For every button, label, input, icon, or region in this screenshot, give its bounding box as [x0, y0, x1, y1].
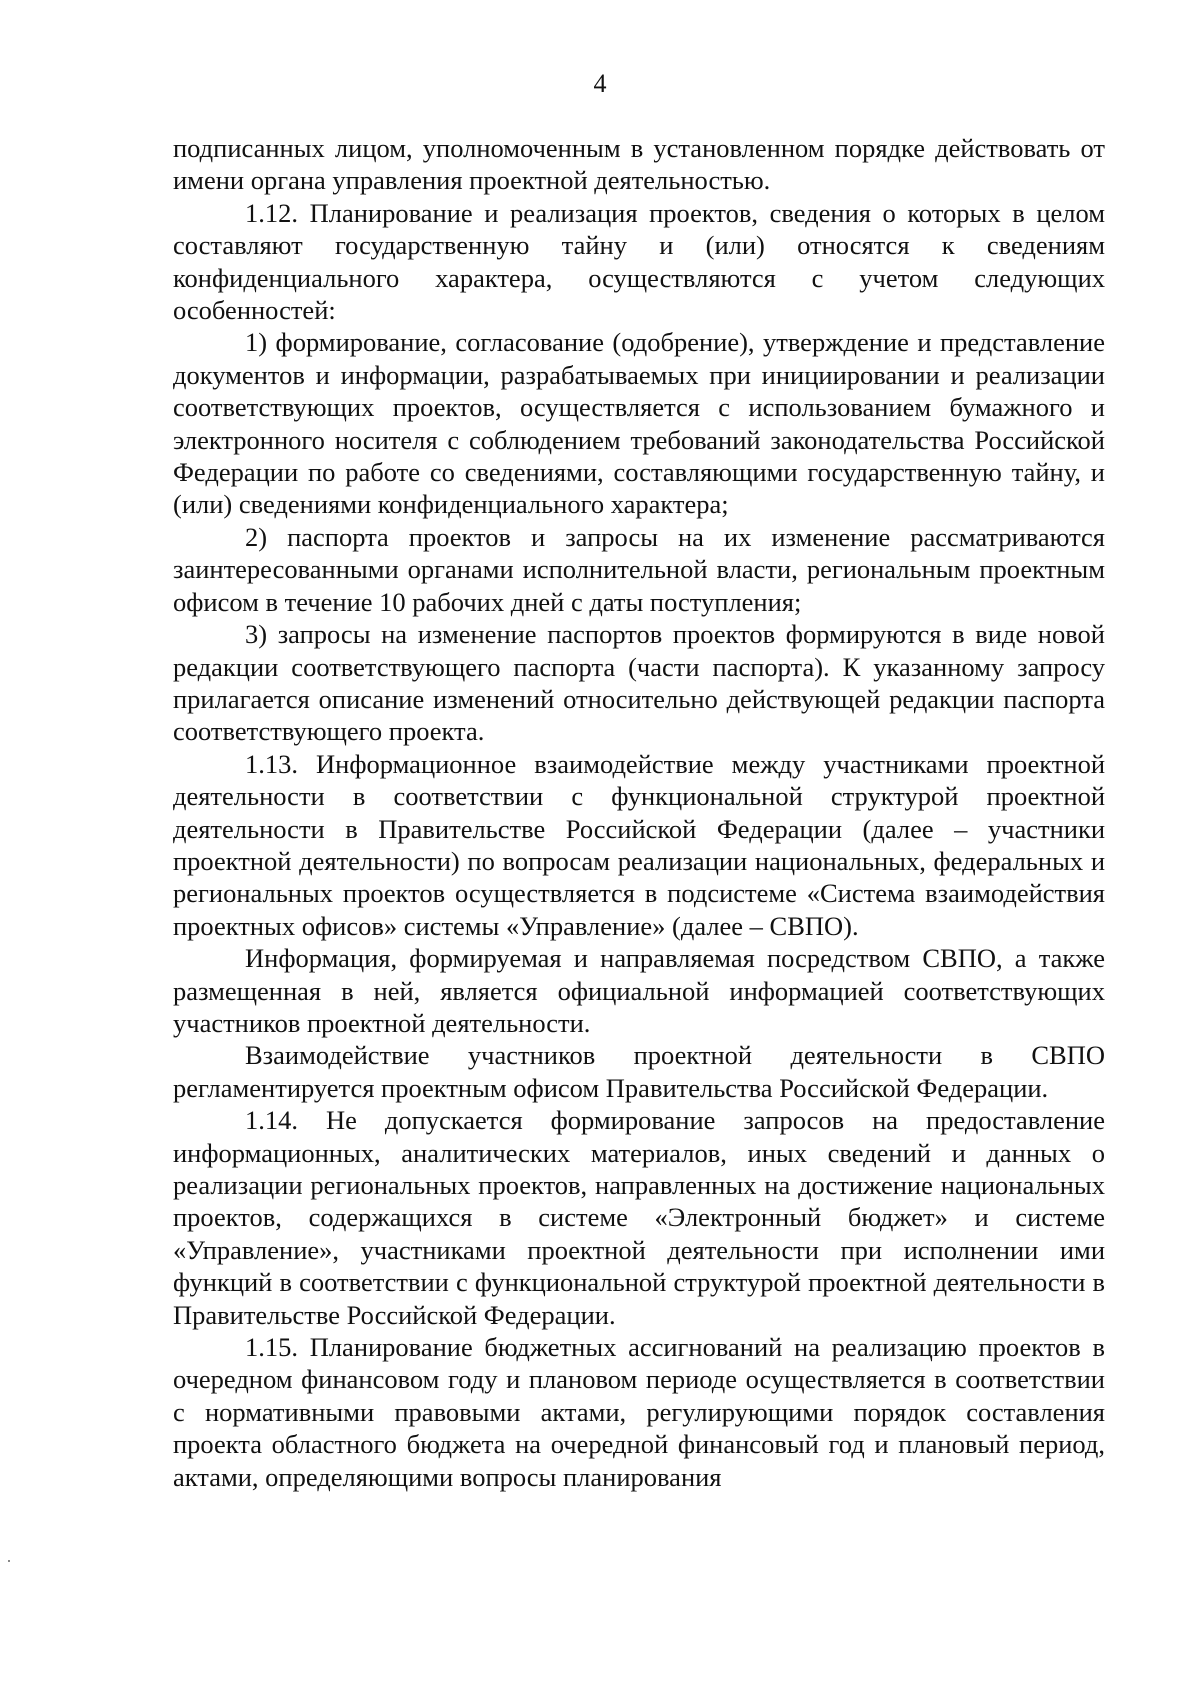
paragraph-continuation: подписанных лицом, уполномоченным в установленном порядке действовать от имени органа управления проектной деятельностью. [173, 133, 1105, 196]
paragraph-1-14: 1.14. Не допускается формирование запросов на предоставление информационных, аналитических материалов, иных сведений и данных о реализации региональных проектов, направленных на достижение национальных проектов, содержащихся в системе «Электронный бюджет» и системе «Управление», участниками проектной деятельности при исполнении ими функций в соответствии с функциональной структурой проектной деятельности в Правительстве Российской Федерации. [173, 1105, 1105, 1330]
paragraph-svpo-regulation: Взаимодействие участников проектной деятельности в СВПО регламентируется проектным офисом Правительства Российской Федерации. [173, 1040, 1105, 1103]
paragraph-item-2: 2) паспорта проектов и запросы на их изменение рассматриваются заинтересованными органами исполнительной власти, региональным проектным офисом в течение 10 рабочих дней с даты поступления; [173, 521, 1105, 617]
document-body [173, 132, 1105, 1493]
paragraph-svpo-information: Информация, формируемая и направляемая посредством СВПО, а также размещенная в ней, является официальной информацией соответствующих участников проектной деятельности. [173, 943, 1105, 1038]
paragraph-1-13: 1.13. Информационное взаимодействие между участниками проектной деятельности в соответствии с функциональной структурой проектной деятельности в Правительстве Российской Федерации (далее – участники проектной деятельности) по вопросам реализации национальных, федеральных и региональных проектов осуществляется в подсистеме «Система взаимодействия проектных офисов» системы «Управление» (далее – СВПО). [173, 748, 1105, 941]
paragraph-1-15: 1.15. Планирование бюджетных ассигнований на реализацию проектов в очередном финансовом году и плановом периоде осуществляется в соответствии с нормативными правовыми актами, регулирующими порядок составления проекта областного бюджета на очередной финансовый год и плановый период, актами, определяющими вопросы планирования [173, 1332, 1105, 1492]
paragraph-item-3: 3) запросы на изменение паспортов проектов формируются в виде новой редакции соответствующего паспорта (части паспорта). К указанному запросу прилагается описание изменений относительно действующей редакции паспорта соответствующего проекта. [173, 619, 1105, 747]
paragraph-item-1: 1) формирование, согласование (одобрение), утверждение и представление документов и информации, разрабатываемых при инициировании и реализации соответствующих проектов, осуществляется с использованием бумажного и электронного носителя с соблюдением требований законодательства Российской Федерации по работе со сведениями, составляющими государственную тайну, и (или) сведениями конфиденциального характера; [173, 327, 1105, 520]
scan-artifact [8, 1560, 10, 1562]
page-number: 4 [593, 69, 607, 98]
paragraph-1-12: 1.12. Планирование и реализация проектов, сведения о которых в целом составляют государственную тайну и (или) относятся к сведениям конфиденциального характера, осуществляются с учетом следующих особенностей: [173, 197, 1105, 326]
